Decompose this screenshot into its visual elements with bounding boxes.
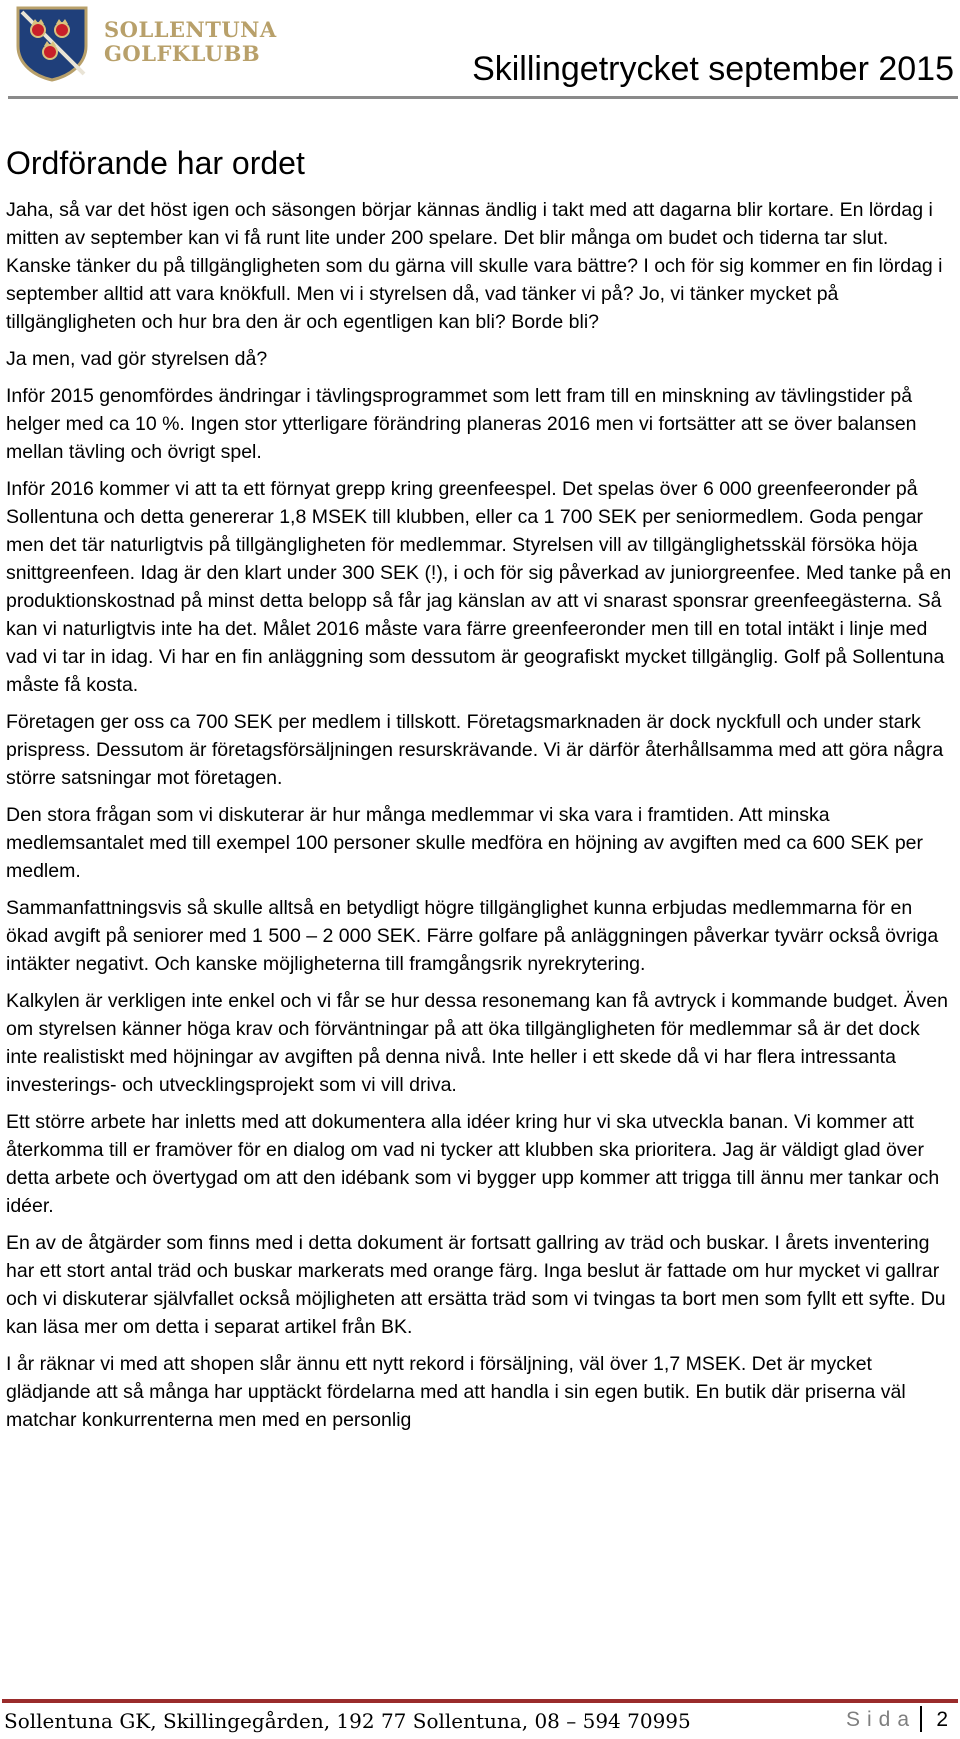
article-paragraph: Den stora frågan som vi diskuterar är hur många medlemmar vi ska vara i framtiden. Att minska medlemsantalet med till exempel 100 personer skulle medföra en höjning av avgiften med ca 600 SEK per medlem. (6, 804, 924, 882)
article-paragraph: Inför 2016 kommer vi att ta ett förnyat grepp kring greenfeespel. Det spelas över 6 000 greenfeeronder på Sollentuna och detta genererar 1,8 MSEK till klubben, eller ca 1 700 SEK per seniormedlem. Goda pengar men det tär naturligtvis på tillgängligheten för medlemmar. Styrelsen vill av tillgänglighetsskäl försöka höja snittgreenfeen. Idag är den klart under 300 SEK (!), i och för sig påverkad av juniorgreenfee. Med tanke på en produktionskostnad på minst detta belopp så får jag känslan av att vi snarast sponsrar greenfeegästerna. Så kan vi naturligtvis inte ha det. Målet 2016 måste vara färre greenfeeronder men till en total intäkt i linje med vad vi tar in idag. Vi har en fin anläggning som dessutom är geografiskt mycket tillgänglig. Golf på Sollentuna måste få kosta. (6, 478, 952, 696)
club-crest-icon (12, 4, 92, 82)
page-label: Sida (845, 1708, 916, 1731)
club-logo (12, 4, 277, 82)
footer-divider (2, 1699, 958, 1703)
article-paragraph: Ja men, vad gör styrelsen då? (6, 348, 268, 370)
article-paragraph: Företagen ger oss ca 700 SEK per medlem i tillskott. Företagsmarknaden är dock nyckfull och under stark prispress. Dessutom är företagsförsäljningen resurskrävande. Vi är därför återhållsamma med att göra några större satsningar mot företagen. (6, 711, 944, 789)
article-paragraph: I år räknar vi med att shopen slår ännu ett nytt rekord i försäljning, väl över 1,7 MSEK. Det är mycket glädjande att så många har upptäckt fördelarna med att handla i sin egen butik. En butik där priserna väl matchar konkurrenterna men med en personlig (6, 1353, 906, 1431)
article-heading: Ordförande har ordet (6, 145, 305, 181)
logo-line-1: SOLLENTUNA (104, 17, 277, 42)
club-wordmark (104, 18, 277, 66)
article-paragraph: En av de åtgärder som finns med i detta dokument är fortsatt gallring av träd och buskar. I årets inventering har ett stort antal träd och buskar markerats med orange färg. Inga beslut är fattade om hur mycket vi gallrar och vi diskuterar självfallet också möjligheten att ersätta träd som vi tvingas ta bort men som fyllt ett syfte. Du kan läsa mer om detta i separat artikel från BK. (6, 1232, 946, 1338)
article-paragraph: Jaha, så var det höst igen och säsongen börjar kännas ändlig i takt med att dagarna blir kortare. En lördag i mitten av september kan vi få runt lite under 200 spelare. Det blir många om budet och tiderna tar slut. Kanske tänker du på tillgängligheten som du gärna vill skulle vara bättre? I och för sig kommer en fin lördag i september alltid att vara knökfull. Men vi i styrelsen då, vad tänker vi på? Jo, vi tänker mycket på tillgängligheten och hur bra den är och egentligen kan bli? Borde bli? (6, 199, 943, 333)
logo-line-2: GOLFKLUBB (104, 41, 261, 66)
issue-title: Skillingetrycket september 2015 (472, 50, 954, 88)
footer-address: Sollentuna GK, Skillingegården, 192 77 Sollentuna, 08 – 594 70995 (4, 1709, 691, 1733)
article-paragraph: Inför 2015 genomfördes ändringar i tävlingsprogrammet som lett fram till en minskning av tävlingstider på helger med ca 10 %. Ingen stor ytterligare förändring planeras 2016 men vi fortsätter att se över balansen mellan tävling och övrigt spel. (6, 385, 917, 463)
article-paragraph: Ett större arbete har inletts med att dokumentera alla idéer kring hur vi ska utveckla banan. Vi kommer att återkomma till er framöver för en dialog om vad ni tycker att klubben ska prioritera. Jag är väldigt glad över detta arbete och övertygad om att den idébank som vi bygger upp kommer att trigga till ännu mer tankar och idéer. (6, 1111, 940, 1217)
page-number-separator (920, 1706, 922, 1732)
header-divider (8, 96, 958, 99)
article (6, 143, 956, 1443)
page-number: 2 (936, 1708, 948, 1731)
article-paragraph: Sammanfattningsvis så skulle alltså en betydligt högre tillgänglighet kunna erbjudas medlemmarna för en ökad avgift på seniorer med 1 500 – 2 000 SEK. Färre golfare på anläggningen påverkar tyvärr också övriga intäkter negativt. Och kanske möjligheterna till framgångsrik nyrekrytering. (6, 897, 939, 975)
article-paragraph: Kalkylen är verkligen inte enkel och vi får se hur dessa resonemang kan få avtryck i kommande budget. Även om styrelsen känner höga krav och förväntningar på att öka tillgängligheten för medlemmar så är det dock inte realistiskt med höjningar av avgiften på denna nivå. Inte heller i ett skede då vi har flera intressanta investerings- och utvecklingsprojekt som vi vill driva. (6, 990, 948, 1096)
